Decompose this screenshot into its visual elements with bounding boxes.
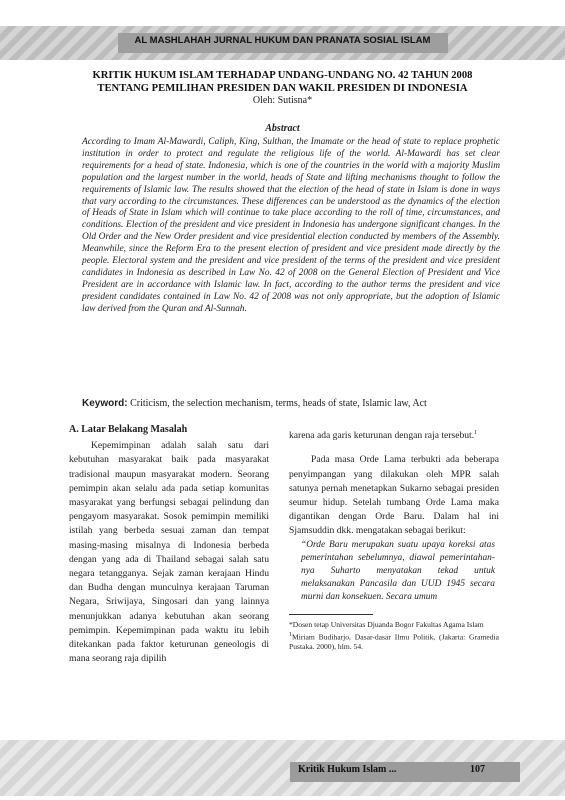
block-quote: “Orde Baru merupakan suatu upaya koreksi atas pemerintahan sebelumnya, diawal pemerintahan-nya Suharto menyatakan tekad untuk melaksanakan Pancasila dan UUD 1945 secara murni dan konsekuen. Secara umum [301, 539, 495, 602]
paragraph-continued-text: karena ada garis keturunan dengan raja tersebut. [289, 430, 475, 442]
left-column [69, 423, 269, 666]
paragraph-continued [289, 426, 499, 443]
footnote-author: *Dosen tetap Universitas Djuanda Bogor Fakultas Agama Islam [289, 619, 484, 629]
keywords [82, 398, 522, 409]
page-number: 107 [470, 764, 485, 775]
paragraph-2: Pada masa Orde Lama terbukti ada beberapa penyimpangan yang dilakukan oleh MPR salah satunya pernah menetapkan Sukarno sebagai presiden seumur hidup. Setelah tumbang Orde Lama maka digantikan dengan Orde Baru. Dalam hal ini Sjamsuddin dkk. mengatakan sebagai berikut: [289, 454, 499, 537]
footnote-ref-1: 1 [474, 430, 478, 436]
keywords-label: Keyword: [82, 398, 128, 409]
right-column [289, 426, 499, 652]
paragraph-1: Kepemimpinan adalah salah satu dari kebutuhan masyarakat baik pada masyarakat tradisional maupun masyarakat modern. Seorang pemimpin akan selalu ada pada setiap komunitas masyarakat yang berfungsi sebagai pelindung dan pengayom masyarakat. Sosok pemimpin memiliki istilah yang berbeda sesuai zaman dan tempat masing-masing misalnya di Indonesia berbeda dengan yang ada di Thailand sebagai salah satu negara tetangganya. Sejak zaman kerajaan Hindu dan Budha dengan munculnya kerajaan Taruman Negara, Sriwijaya, Singosari dan yang lainnya menunjukkan adanya kebutuhan akan seorang pemimpin. Kepemimpinan pada waktu itu lebih ditekankan pada faktor keturunan geneologis di mana seorang raja dipilih [69, 440, 269, 665]
footnote-1-text: Miriam Budiharjo, Dasar-dasar Ilmu Politik, (Jakarta: Gramedia Pustaka. 2000), hlm. 54. [289, 632, 499, 652]
keywords-text: Criticism, the selection mechanism, terms, heads of state, Islamic law, Act [127, 398, 427, 409]
paper-title [30, 69, 535, 95]
running-title: Kritik Hukum Islam ... [298, 764, 397, 775]
footnote-1 [289, 630, 499, 653]
abstract-heading: Abstract [265, 123, 300, 134]
section-heading: A. Latar Belakang Masalah [69, 424, 188, 435]
journal-title: AL MASHLAHAH JURNAL HUKUM DAN PRANATA SOSIAL ISLAM [134, 35, 431, 46]
footnote-1-marker: 1 [289, 631, 292, 638]
footnote-rule [289, 614, 373, 615]
author: Oleh: Sutisna* [252, 95, 313, 106]
title-line-1: KRITIK HUKUM ISLAM TERHADAP UNDANG-UNDANG NO. 42 TAHUN 2008 [92, 70, 473, 81]
title-line-2: TENTANG PEMILIHAN PRESIDEN DAN WAKIL PRESIDEN DI INDONESIA [97, 83, 468, 94]
abstract-text: According to Imam Al-Mawardi, Caliph, King, Sulthan, the Imamate or the head of state to replace prophetic institution in order to protect and regulate the religious life of the world. Al-Mawardi has set clear requirements for a head of state. Indonesia, which is one of the countries in the world with a majority Muslim population and the largest number in the world, heads of State and lifting mechanisms thought to follow the requirements of Islamic law. The results showed that the election of the head of state in Islam is done in ways that vary according to the circumstances. These differences can be understood as the dynamics of the election of Heads of State in Islam which will continue to take place according to the roll of time, circumstances, and conditions. Election of the president and vice president in Indonesia has undergone significant changes. In the Old Order and the New Order president and vice presidential election conducted by members of the Assembly. Meanwhile, since the Reform Era to the present election of president and vice president made directly by the people. Electoral system and the president and vice president of the terms of the president and vice president candidates in Indonesia as described in Law No. 42 of 2008 on the General Election of President and Vice President are in accordance with Islamic law. In fact, according to the author terms the president and vice president candidates contained in Law No. 42 of 2008 was not only appropriate, but the adoption of Islamic law derived from the Quran and Al-Sunnah. [82, 137, 500, 314]
